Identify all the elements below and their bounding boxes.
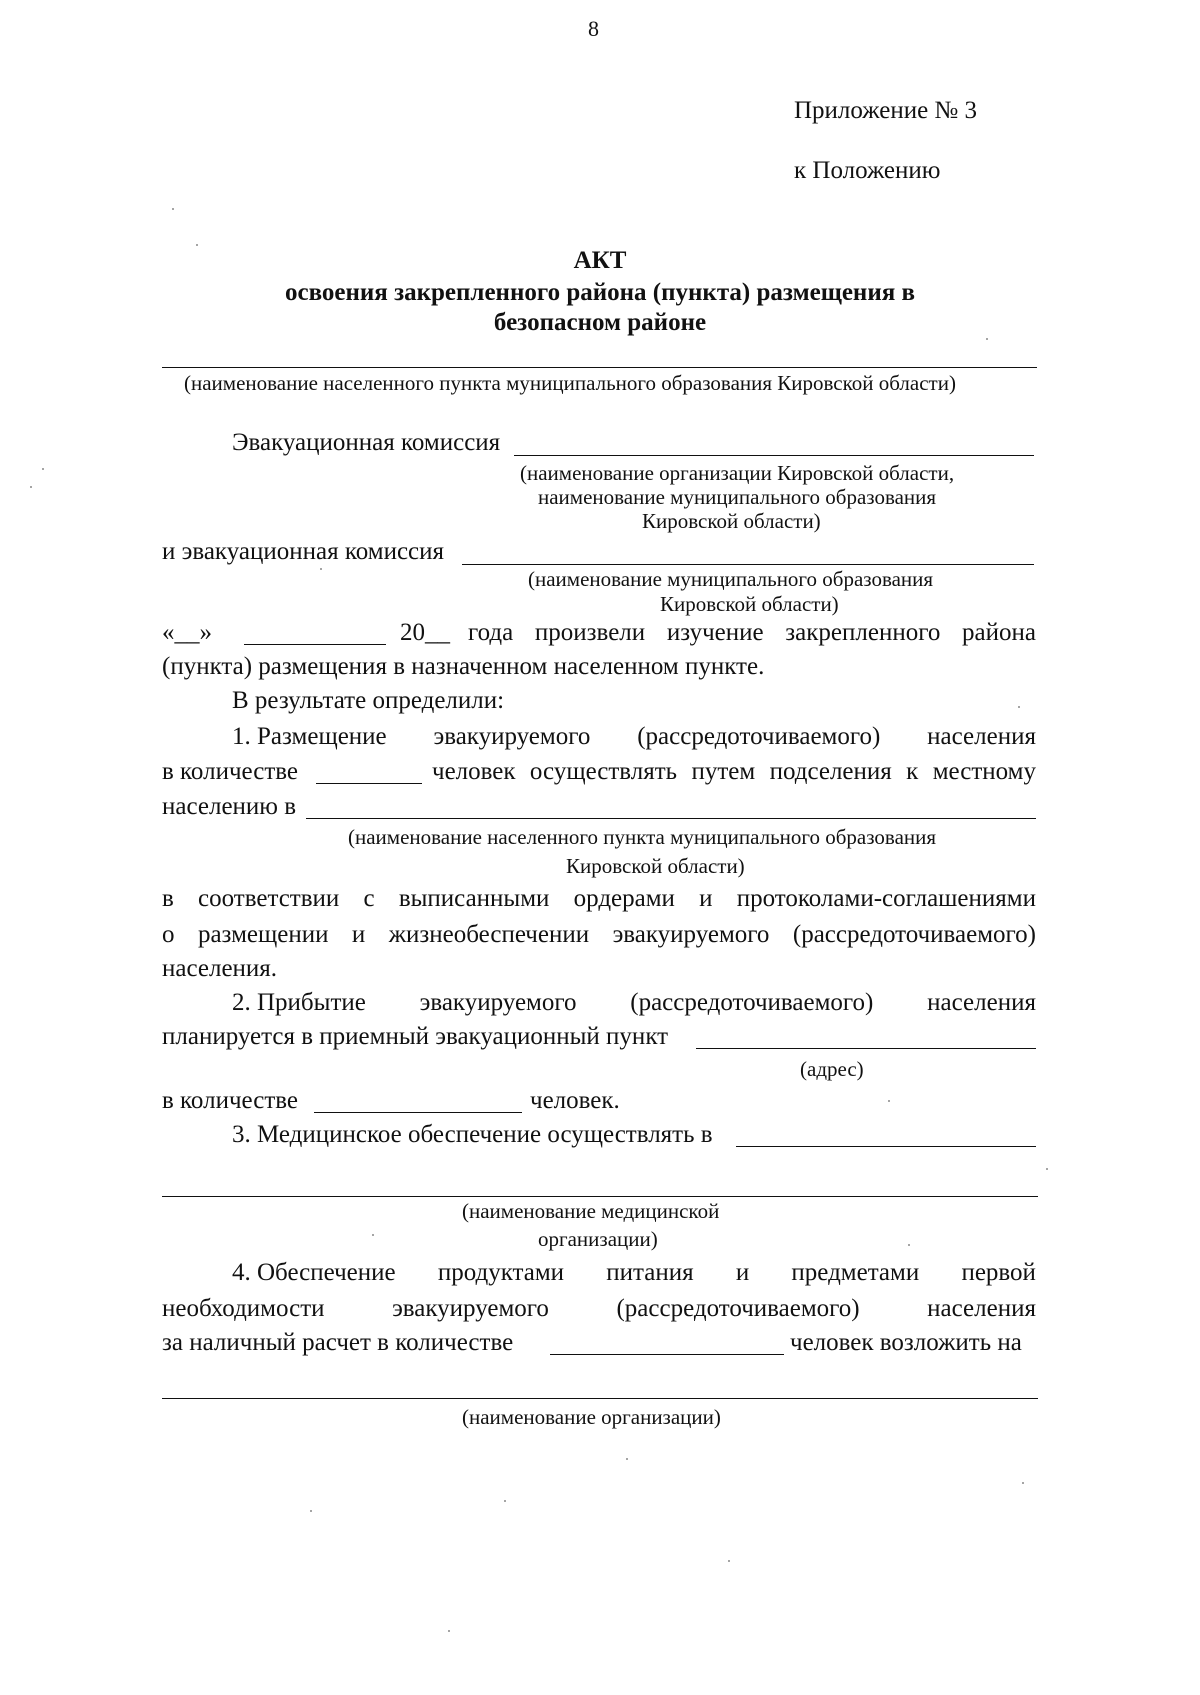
item1-word2: эвакуируемого xyxy=(433,723,591,750)
item4-line3-prefix: за наличный расчет в количестве xyxy=(162,1329,514,1356)
item4-line2-word1: необходимости xyxy=(162,1295,325,1322)
settlement-blank-line[interactable] xyxy=(162,367,1037,368)
item2-word1: 2. Прибытие xyxy=(232,989,366,1016)
item3-line1: 3. Медицинское обеспечение осуществлять в xyxy=(232,1121,713,1148)
item1-cont-line3: населения. xyxy=(162,955,278,982)
document-subtitle-line2: безопасном районе xyxy=(493,309,707,336)
item2-line2: планируется в приемный эвакуационный пункт xyxy=(162,1023,669,1050)
item1-count-blank[interactable] xyxy=(316,783,422,784)
item4-word4: и xyxy=(735,1259,750,1286)
commission1-caption-line3: Кировской области) xyxy=(642,509,821,533)
item2-word4: населения xyxy=(927,989,1036,1016)
regulation-label: к Положению xyxy=(794,157,941,184)
date-line2: (пункта) размещения в назначенном населенном пункте. xyxy=(162,653,765,680)
item3-caption-line2: организации) xyxy=(538,1227,658,1251)
date-text: года произвели изучение закрепленного района xyxy=(468,619,1036,646)
item2-address-blank[interactable] xyxy=(696,1048,1036,1049)
item2-line3-prefix: в количестве xyxy=(162,1087,299,1114)
commission2-label: и эвакуационная комиссия xyxy=(162,538,445,565)
page-number: 8 xyxy=(588,16,599,41)
commission2-caption-line1: (наименование муниципального образования xyxy=(528,567,934,591)
item1-line2-suffix: человек осуществлять путем подселения к местному xyxy=(432,758,1036,785)
commission1-label: Эвакуационная комиссия xyxy=(232,429,501,456)
document-subtitle-line1: освоения закрепленного района (пункта) размещения в xyxy=(284,279,916,306)
item4-line1 xyxy=(232,1258,1036,1288)
settlement-caption: (наименование населенного пункта муниципального образования Кировской области) xyxy=(184,371,956,395)
commission1-caption-line2: наименование муниципального образования xyxy=(538,485,937,509)
date-year: 20__ xyxy=(400,619,450,646)
item4-organization-caption: (наименование организации) xyxy=(462,1405,721,1429)
item1-word3: (рассредоточиваемого) xyxy=(637,723,881,750)
item3-caption-line1: (наименование медицинской xyxy=(462,1199,720,1223)
item2-line3-suffix: человек. xyxy=(530,1087,620,1114)
date-quote: «__» xyxy=(162,619,212,646)
appendix-label: Приложение № 3 xyxy=(794,97,978,124)
item4-organization-blank[interactable] xyxy=(162,1398,1038,1399)
item1-line2-prefix: в количестве xyxy=(162,758,299,785)
item2-word2: эвакуируемого xyxy=(419,989,577,1016)
item1-word1: 1. Размещение xyxy=(232,723,387,750)
item3-medical-blank1[interactable] xyxy=(736,1146,1036,1147)
item1-line3-prefix: населению в xyxy=(162,793,297,820)
item4-line2 xyxy=(162,1294,1036,1324)
item4-line3-suffix: человек возложить на xyxy=(790,1329,1022,1356)
item1-caption-line2: Кировской области) xyxy=(566,854,745,878)
item2-address-caption: (адрес) xyxy=(800,1057,864,1081)
commission2-blank-line[interactable] xyxy=(462,564,1034,565)
item4-line2-word4: населения xyxy=(927,1295,1036,1322)
item4-word6: первой xyxy=(961,1259,1036,1286)
item2-line1 xyxy=(232,988,1036,1018)
item4-word3: питания xyxy=(606,1259,694,1286)
item3-medical-blank2[interactable] xyxy=(162,1196,1038,1197)
item4-word5: предметами xyxy=(791,1259,920,1286)
item1-settlement-blank[interactable] xyxy=(306,818,1036,819)
commission2-caption-line2: Кировской области) xyxy=(660,592,839,616)
item1-word4: населения xyxy=(927,723,1036,750)
document-title: АКТ xyxy=(573,247,627,274)
date-month-blank[interactable] xyxy=(244,644,386,645)
commission1-blank-line[interactable] xyxy=(514,455,1034,456)
item1-cont-line1: в соответствии с выписанными ордерами и протоколами-соглашениями xyxy=(162,885,1036,912)
item4-line2-word2: эвакуируемого xyxy=(392,1295,549,1322)
item4-count-blank[interactable] xyxy=(550,1354,784,1355)
item2-count-blank[interactable] xyxy=(314,1112,522,1113)
result-intro: В результате определили: xyxy=(232,687,505,714)
commission1-caption-line1: (наименование организации Кировской области, xyxy=(520,461,955,485)
item2-word3: (рассредоточиваемого) xyxy=(630,989,874,1016)
item4-word1: 4. Обеспечение xyxy=(232,1259,396,1286)
item1-cont-line2: о размещении и жизнеобеспечении эвакуируемого (рассредоточиваемого) xyxy=(162,921,1036,948)
item1-caption-line1: (наименование населенного пункта муниципального образования xyxy=(348,825,937,849)
item4-line2-word3: (рассредоточиваемого) xyxy=(616,1295,860,1322)
item1-line1 xyxy=(232,722,1036,752)
item4-word2: продуктами xyxy=(437,1259,565,1286)
